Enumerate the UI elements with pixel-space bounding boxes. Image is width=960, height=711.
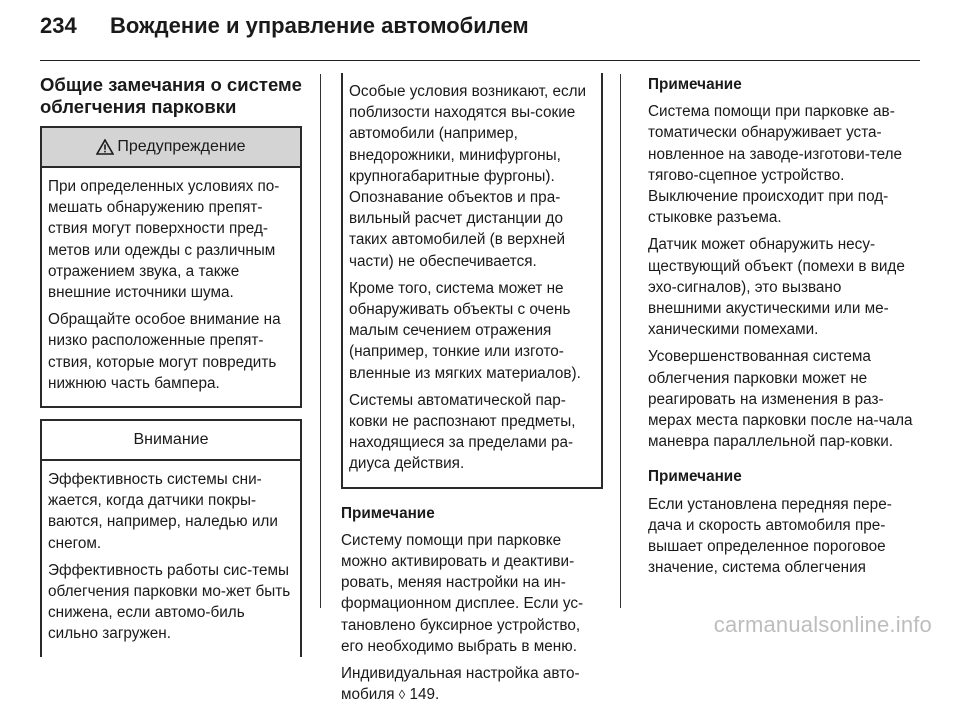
note-text: Система помощи при парковке ав-томатически обнаруживает уста-новленное на заводе-изготови-теле тягово-сцепное устройство. Выключение происходит при под-стыковке разъема. [648, 103, 903, 227]
caution-paragraph: Эффективность системы сни-жается, когда датчики покры-ваются, например, наледью или снегом. [48, 471, 278, 552]
caution-body [42, 461, 300, 657]
caution-paragraph: Системы автоматической пар-ковки не распознают предметы, находящиеся за пределами ра-диуса действия. [349, 391, 576, 473]
note-text: Систему помощи при парковке можно активировать и деактиви-ровать, меняя настройки на ин-формационном дисплее. Если ус-тановлено буксирное устройство, его необходимо выбрать в меню. [341, 531, 584, 655]
note-title: Примечание [341, 504, 435, 522]
caution-header [42, 421, 300, 461]
caution-heading: Внимание [133, 431, 209, 449]
warning-header [42, 128, 300, 168]
reference-arrow-icon: ◊ [398, 687, 406, 703]
personalization-label: Индивидуальная настройка авто-мобиля [341, 665, 580, 704]
column-middle [341, 74, 603, 711]
warning-triangle-icon [96, 139, 114, 155]
warning-box [40, 126, 302, 408]
body-paragraph: Усовершенствованная система облегчения парковки может не реагировать на изменения в раз-мерах места парковки после на-чала маневра параллельной пар-ковки. [648, 348, 913, 451]
caution-continued-body [343, 73, 601, 487]
note-text: Если установлена передняя пере-дача и скорость автомобиля пре-вышает определенное пороговое значение, система облегчения [648, 495, 892, 577]
note-block [341, 503, 603, 657]
section-title: Общие замечания о системе облегчения парковки [40, 74, 302, 117]
page-header [40, 12, 920, 40]
header-rule [40, 60, 920, 61]
page-reference-link[interactable]: 149. [409, 686, 440, 704]
warning-body [42, 168, 300, 406]
column-right [648, 74, 916, 584]
caution-paragraph: Эффективность работы сис-темы облегчения парковки мо-жет быть снижена, если автомо-биль сильно загружен. [48, 561, 291, 643]
caution-paragraph: Особые условия возникают, если поблизости находятся вы-сокие автомобили (например, внедорожники, минифургоны, крупногабаритные фургоны). Опознавание объектов и пра-вильный расчет дистанции до таких автомобилей (в верхней части) не обеспечивается. [349, 83, 587, 270]
caution-box-continued [341, 73, 603, 489]
personalization-text [341, 663, 603, 705]
note-block [648, 466, 916, 578]
warning-paragraph: Обращайте особое внимание на низко расположенные препят-ствия, которые могут повредить нижнюю часть бампера. [48, 311, 281, 392]
column-divider [320, 74, 321, 608]
warning-heading: Предупреждение [117, 138, 246, 156]
body-paragraph: Датчик может обнаружить несу-ществующий объект (помехи в виде эхо-сигналов), это вызвано внешними акустическими или ме-ханическими помехами. [648, 236, 905, 339]
page-number: 234 [40, 13, 77, 38]
note-title: Примечание [648, 76, 742, 93]
column-divider [620, 74, 621, 608]
note-title: Примечание [648, 468, 742, 486]
watermark: carmanualsonline.info [713, 612, 932, 637]
column-left [40, 74, 302, 657]
note-block [648, 74, 916, 228]
page-title: Вождение и управление автомобилем [110, 13, 529, 38]
warning-paragraph: При определенных условиях по-мешать обнаружению препят-ствия могут поверхности пред-метов или одежды с различным отражением звука, а также внешние источники шума. [48, 178, 280, 302]
caution-box [40, 419, 302, 657]
caution-paragraph: Кроме того, система может не обнаруживать объекты с очень малым сечением отражения (например, тонкие или изгото-вленные из мягких материалов). [349, 279, 581, 382]
